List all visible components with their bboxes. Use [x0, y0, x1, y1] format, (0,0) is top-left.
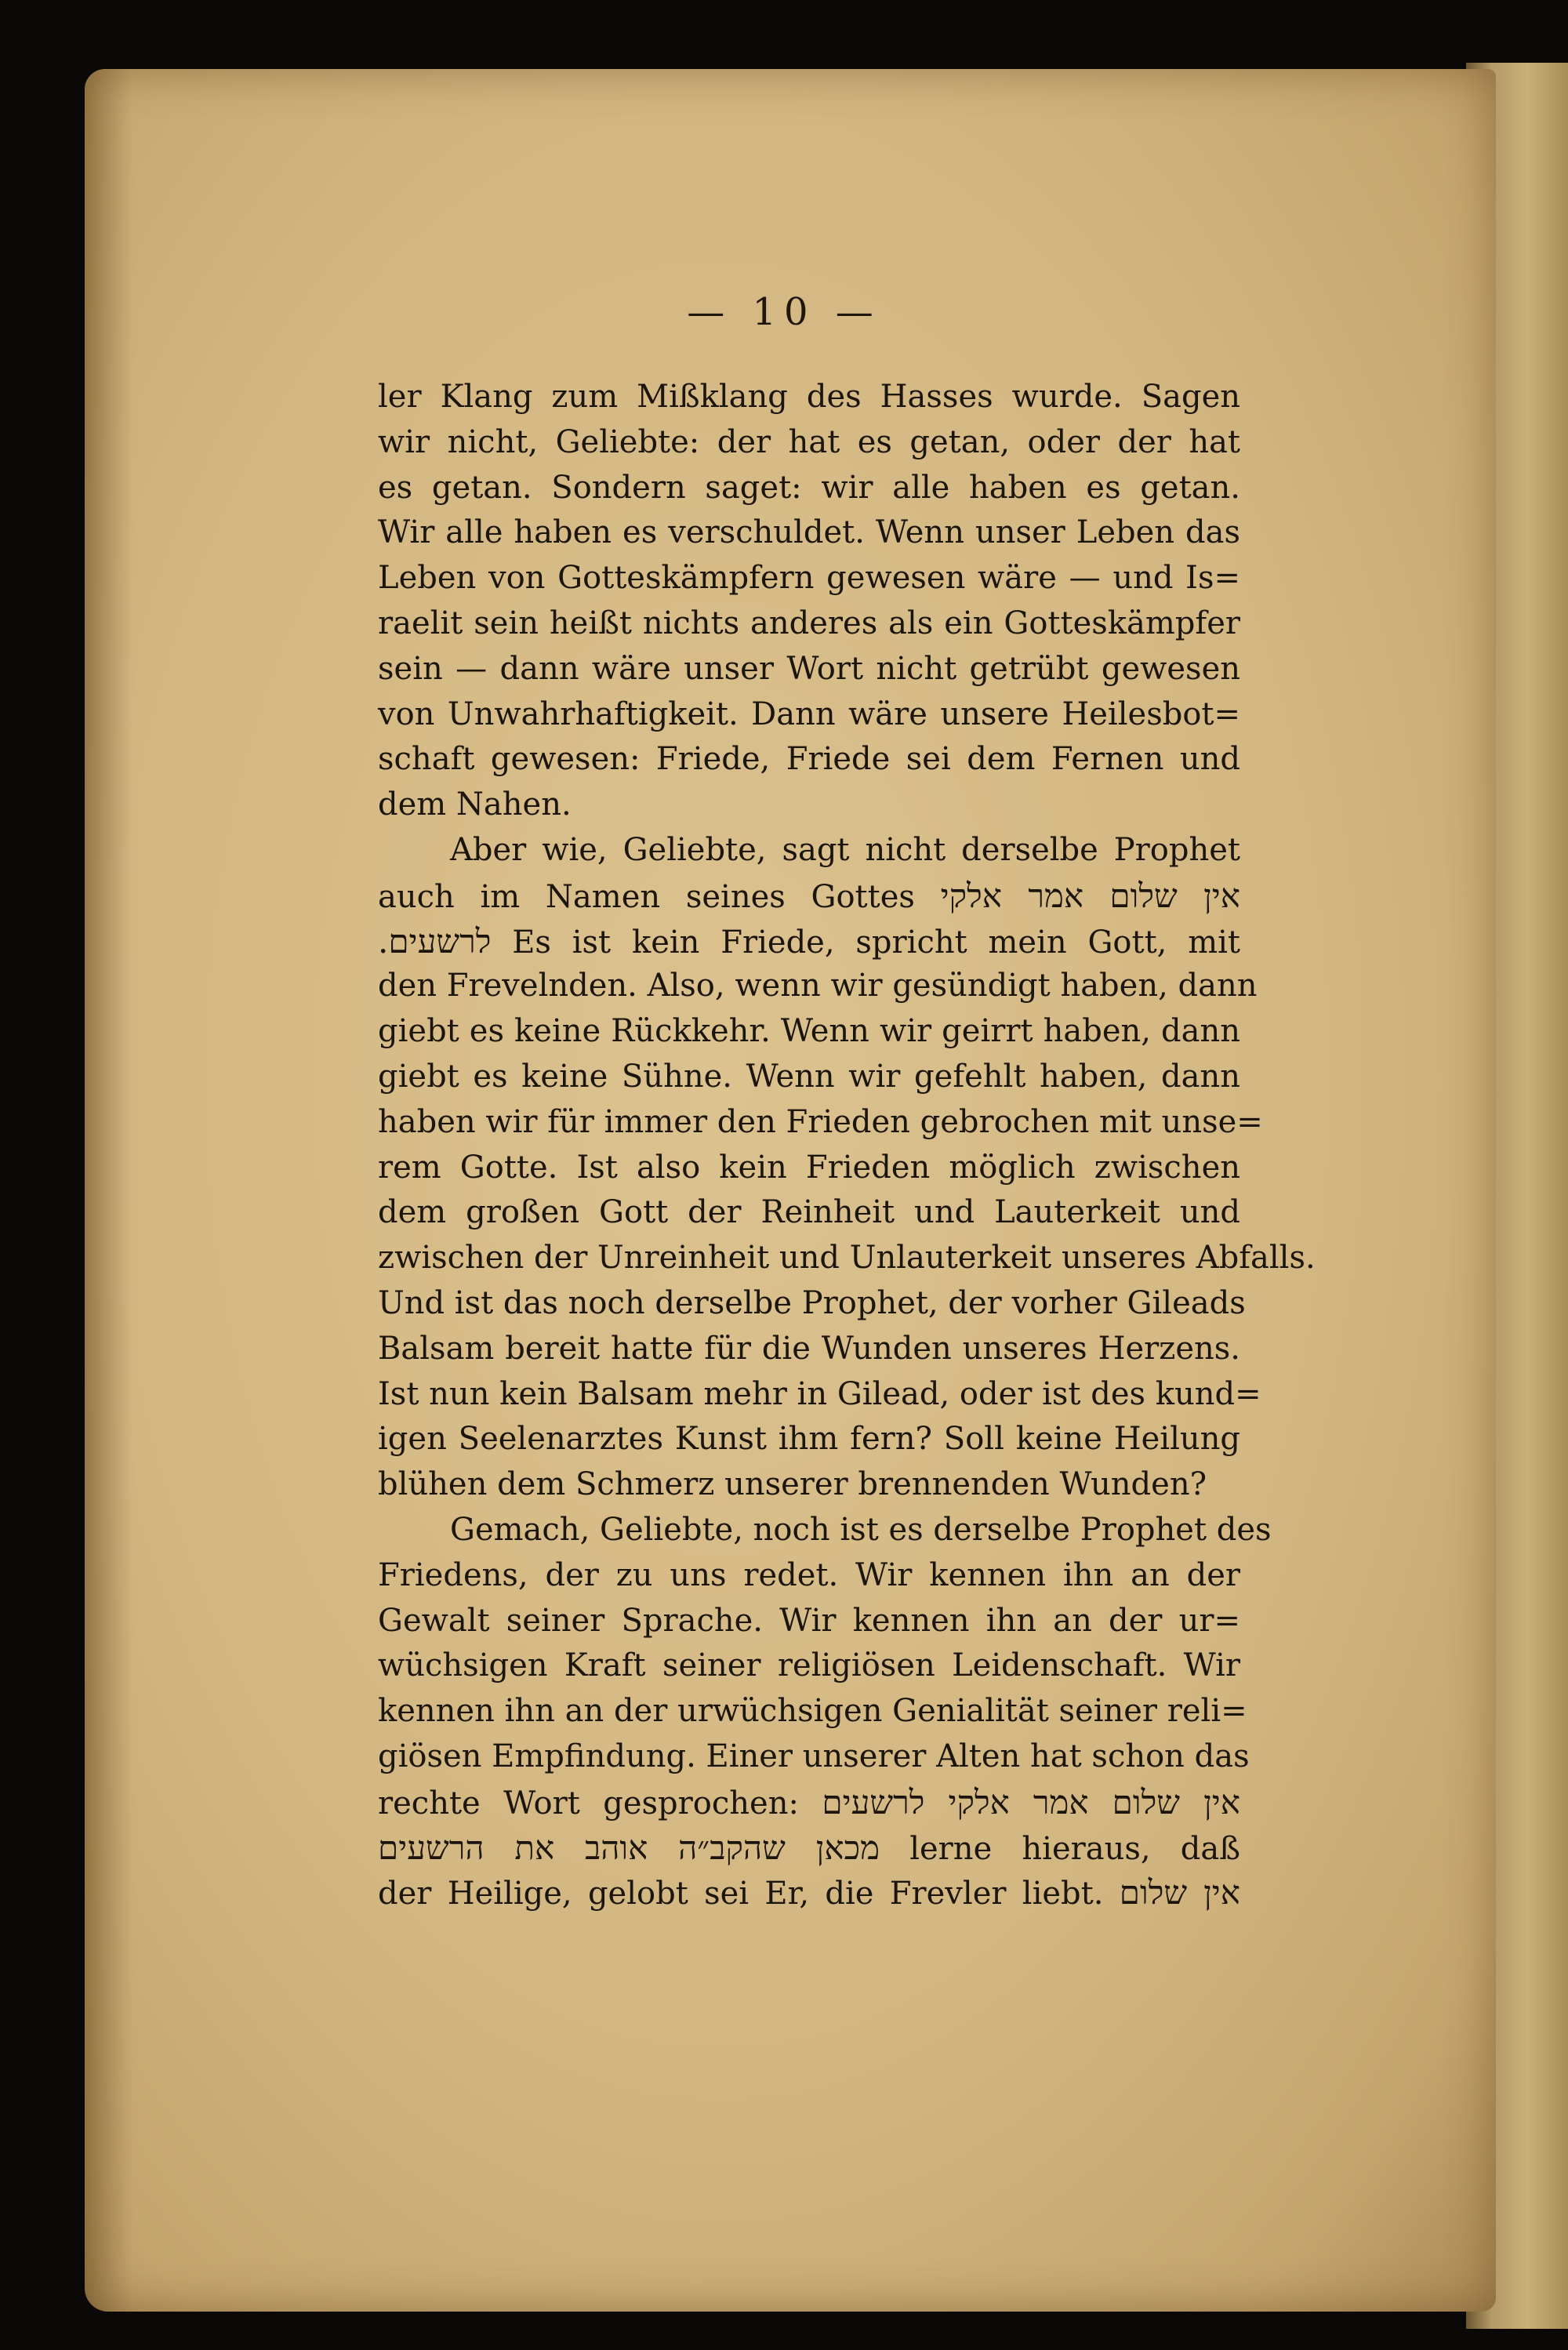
text-line: giebt es keine Sühne. Wenn wir gefehlt haben, dann	[378, 1058, 1240, 1095]
hebrew-quote: אין שלום אמר אלקי לרשעים	[822, 1782, 1240, 1822]
text-line: blühen dem Schmerz unserer brennenden Wunden?	[378, 1466, 1207, 1503]
text-line-with-hebrew	[378, 1780, 1240, 1825]
text-line: Aber wie, Geliebte, sagt nicht derselbe Prophet	[450, 831, 1240, 868]
text-line: Gewalt seiner Sprache. Wir kennen ihn an der ur=	[378, 1602, 1240, 1639]
text-line: giösen Empfindung. Einer unserer Alten hat schon das	[378, 1738, 1250, 1774]
text-line: igen Seelenarztes Kunst ihm fern? Soll keine Heilung	[378, 1421, 1240, 1458]
text-fragment: rechte Wort gesprochen:	[378, 1785, 799, 1822]
text-line: haben wir für immer den Frieden gebrochen mit unse=	[378, 1103, 1263, 1140]
body-text	[378, 375, 1316, 1916]
text-line: den Frevelnden. Also, wenn wir gesündigt haben, dann	[378, 968, 1258, 1004]
text-line: Gemach, Geliebte, noch ist es derselbe Prophet des	[450, 1511, 1272, 1548]
text-line: raelit sein heißt nichts anderes als ein Gotteskämpfer	[378, 605, 1240, 641]
text-line-with-hebrew	[378, 1825, 1240, 1871]
text-line: von Unwahrhaftigkeit. Dann wäre unsere Heilesbot=	[378, 696, 1240, 732]
text-line: Balsam bereit hatte für die Wunden unseres Herzens.	[378, 1330, 1240, 1367]
text-line: dem Nahen.	[378, 786, 572, 823]
text-fragment: lerne hieraus, daß	[909, 1830, 1240, 1867]
text-line: kennen ihn an der urwüchsigen Genialität seiner reli=	[378, 1693, 1247, 1730]
text-line: Ist nun kein Balsam mehr in Gilead, oder ist des kund=	[378, 1375, 1261, 1412]
text-fragment: Es ist kein Friede, spricht mein Gott, mit	[512, 924, 1240, 961]
text-fragment: der Heilige, gelobt sei Er, die Frevler liebt.	[378, 1876, 1104, 1912]
text-line: Friedens, der zu uns redet. Wir kennen ihn an der	[378, 1556, 1240, 1593]
hebrew-quote: אין שלום אמר אלקי	[940, 876, 1241, 915]
text-line: dem großen Gott der Reinheit und Lauterkeit und	[378, 1194, 1240, 1231]
text-fragment: auch im Namen seines Gottes	[378, 878, 915, 915]
text-line-with-hebrew	[378, 1870, 1240, 1916]
text-line: Und ist das noch derselbe Prophet, der vorher Gileads	[378, 1284, 1246, 1321]
text-line-with-hebrew	[378, 874, 1240, 919]
text-line: Leben von Gotteskämpfern gewesen wäre — und Is=	[378, 560, 1240, 597]
text-line: schaft gewesen: Friede, Friede sei dem Fernen und	[378, 741, 1240, 778]
text-line-with-hebrew	[378, 919, 1240, 964]
text-line: zwischen der Unreinheit und Unlauterkeit unseres Abfalls.	[378, 1240, 1316, 1277]
text-line: wir nicht, Geliebte: der hat es getan, oder der hat	[378, 423, 1240, 460]
text-line: es getan. Sondern saget: wir alle haben es getan.	[378, 469, 1240, 506]
text-line: rem Gotte. Ist also kein Frieden möglich zwischen	[378, 1149, 1240, 1186]
hebrew-quote: לרשעים.	[378, 921, 492, 961]
text-line: sein — dann wäre unser Wort nicht getrübt gewesen	[378, 650, 1240, 687]
text-line: giebt es keine Rückkehr. Wenn wir geirrt haben, dann	[378, 1013, 1240, 1050]
text-line: ler Klang zum Mißklang des Hasses wurde. Sagen	[378, 379, 1240, 415]
text-line: Wir alle haben es verschuldet. Wenn unser Leben das	[378, 514, 1240, 551]
hebrew-closing: אין שלום	[1119, 1873, 1240, 1912]
page-number: — 10 —	[687, 290, 881, 334]
text-line: wüchsigen Kraft seiner religiösen Leidenschaft. Wir	[378, 1647, 1240, 1684]
hebrew-derivation: מכאן שהקב״ה אוהב את הרשעים	[378, 1828, 880, 1867]
